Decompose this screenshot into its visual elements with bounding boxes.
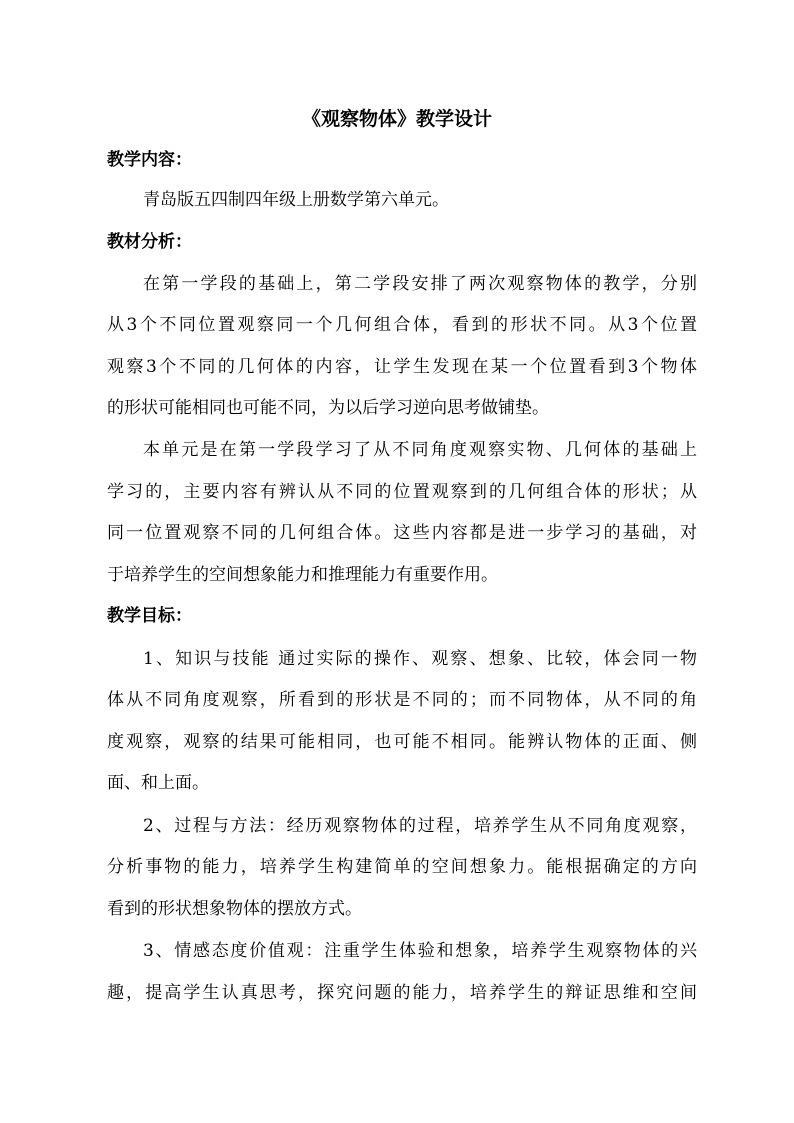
paragraph-line: 度观察，观察的结果可能相同，也可能不相同。能辨认物体的正面、侧: [107, 732, 697, 752]
paragraph-line: 青岛版五四制四年级上册数学第六单元。: [143, 190, 449, 210]
document-title: 《观察物体》教学设计: [301, 108, 492, 130]
paragraph-line: 同一位置观察不同的几何组合体。这些内容都是进一步学习的基础，对: [107, 523, 697, 543]
section-heading-analysis: 教材分析：: [107, 232, 192, 252]
paragraph-line: 1、知识与技能 通过实际的操作、观察、想象、比较，体会同一物: [143, 649, 697, 669]
paragraph-line: 在第一学段的基础上，第二学段安排了两次观察物体的教学，分别: [143, 274, 697, 294]
paragraph-line: 本单元是在第一学段学习了从不同角度观察实物、几何体的基础上: [143, 440, 697, 460]
paragraph-line: 趣，提高学生认真思考，探究问题的能力，培养学生的辩证思维和空间: [107, 983, 697, 1003]
paragraph-line: 观察3个不同的几何体的内容，让学生发现在某一个位置看到3个物体: [107, 357, 697, 377]
section-heading-goals: 教学目标：: [107, 606, 192, 626]
paragraph-line: 体从不同角度观察，所看到的形状是不同的；而不同物体，从不同的角: [107, 690, 697, 710]
paragraph-line: 看到的形状想象物体的摆放方式。: [107, 899, 362, 919]
paragraph-line: 从3个不同位置观察同一个几何组合体，看到的形状不同。从3个位置: [107, 315, 697, 335]
section-heading-content: 教学内容：: [107, 150, 192, 170]
paragraph-line: 3、情感态度价值观：注重学生体验和想象，培养学生观察物体的兴: [143, 941, 697, 961]
paragraph-line: 2、过程与方法：经历观察物体的过程，培养学生从不同角度观察，: [143, 816, 697, 836]
paragraph-line: 于培养学生的空间想象能力和推理能力有重要作用。: [107, 565, 498, 585]
paragraph-line: 的形状可能相同也可能不同，为以后学习逆向思考做铺垫。: [107, 398, 549, 418]
paragraph-line: 面、和上面。: [107, 773, 209, 793]
paragraph-line: 学习的，主要内容有辨认从不同的位置观察到的几何组合体的形状；从: [107, 482, 697, 502]
paragraph-line: 分析事物的能力，培养学生构建简单的空间想象力。能根据确定的方向: [107, 857, 697, 877]
